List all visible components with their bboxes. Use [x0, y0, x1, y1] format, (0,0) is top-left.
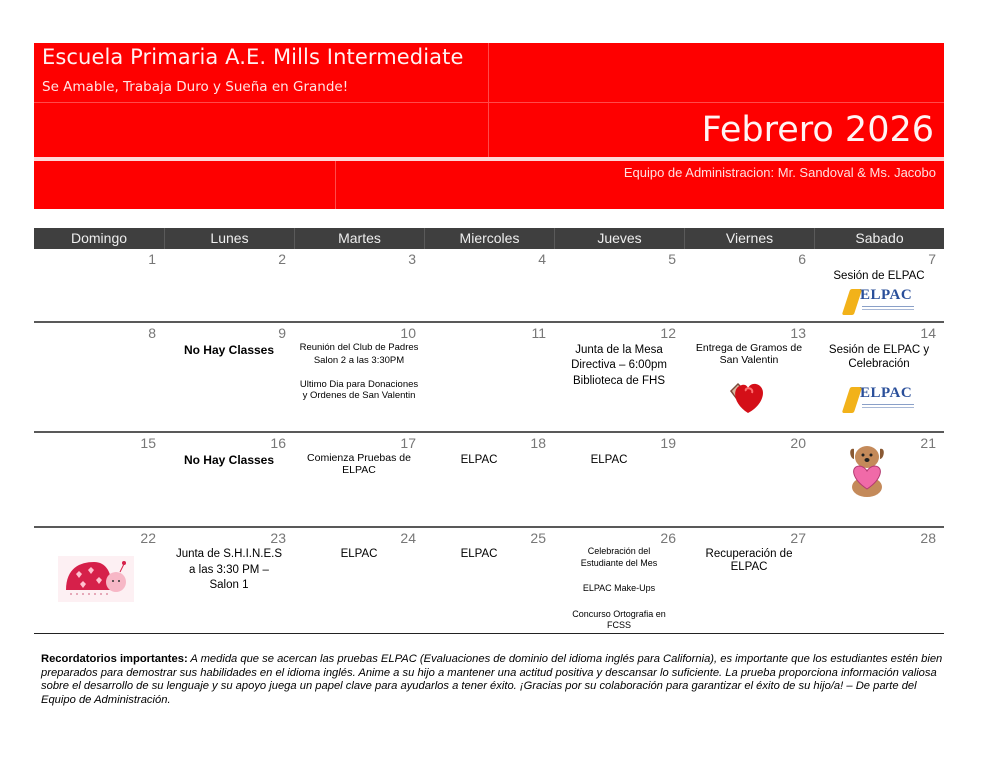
reminder-label: Recordatorios importantes: — [41, 653, 188, 665]
event-text: Comienza Pruebas de — [307, 452, 411, 464]
event-text: Celebración del — [587, 546, 651, 556]
day-cell — [684, 323, 814, 431]
day-number: 17 — [400, 435, 416, 451]
event-text: Celebración — [848, 358, 910, 370]
elpac-logo-text: ELPAC — [860, 287, 913, 303]
event-text: Sesión de ELPAC y — [828, 344, 930, 356]
calendar-grid — [34, 228, 944, 634]
header-divider — [335, 161, 336, 209]
day-cell — [814, 323, 944, 431]
day-number: 6 — [798, 251, 806, 267]
reminder-text: A medida que se acercan las pruebas ELPAC (Evaluaciones de dominio del idioma inglés para California), es importante que los estudiantes estén bien preparados para demostrar sus habilidades en el idioma inglés. Anime a su hijo a mantener una actitud positiva y descansar lo suficiente. La prueba proporciona información valiosa sobre el desarrollo de su lenguaje y su apoyo juega un papel clave para ayudarlos a tener éxito. ¡Gracias por su colaboración para garantizar el éxito de su hijo/a! – De parte del Equipo de Administración. — [41, 653, 943, 706]
day-number: 14 — [920, 325, 936, 341]
event-text: FCSS — [606, 620, 631, 630]
day-number: 26 — [660, 530, 676, 546]
weekday-thursday: Jueves — [554, 228, 684, 249]
day-cell — [294, 528, 424, 633]
event-text: ELPAC — [340, 548, 378, 560]
day-number: 7 — [928, 251, 936, 267]
day-number: 23 — [270, 530, 286, 546]
school-name: Escuela Primaria A.E. Mills Intermediate — [42, 45, 464, 69]
elpac-logo-icon — [842, 385, 918, 415]
day-number: 15 — [140, 435, 156, 451]
header-top-band — [34, 43, 944, 157]
day-number: 18 — [530, 435, 546, 451]
event-text: Entrega de Gramos de — [695, 342, 803, 354]
event-text: Junta de S.H.I.N.E.S — [175, 548, 283, 560]
day-cell — [814, 249, 944, 321]
event-text: Junta de la Mesa — [575, 344, 663, 356]
event-text: No Hay Classes — [183, 343, 275, 357]
day-cell — [294, 433, 424, 526]
event-text: San Valentin — [719, 354, 779, 366]
day-cell — [164, 433, 294, 526]
event-text: ELPAC — [730, 561, 768, 573]
event-text: No Hay Classes — [183, 453, 275, 467]
header-divider — [488, 43, 489, 157]
day-number: 22 — [140, 530, 156, 546]
day-number: 2 — [278, 251, 286, 267]
day-cell — [34, 528, 164, 633]
day-cell — [554, 433, 684, 526]
event-text: ELPAC Make-Ups — [582, 583, 656, 593]
event-text: Estudiante del Mes — [580, 558, 658, 568]
event-text: Salon 1 — [209, 579, 249, 591]
day-cell — [684, 433, 814, 526]
school-motto: Se Amable, Trabaja Duro y Sueña en Grande! — [42, 79, 349, 95]
event-text: Directiva – 6:00pm — [571, 359, 667, 371]
elpac-logo-subtitle — [862, 404, 914, 405]
day-number: 9 — [278, 325, 286, 341]
week-row — [34, 528, 944, 634]
day-number: 5 — [668, 251, 676, 267]
event-text: y Ordenes de San Valentin — [302, 390, 416, 401]
calendar-header — [34, 43, 944, 209]
header-divider — [34, 102, 944, 103]
header-bottom-band — [34, 161, 944, 209]
weekday-header-row — [34, 228, 944, 249]
day-number: 11 — [531, 325, 546, 341]
day-number: 21 — [920, 435, 936, 451]
day-cell — [34, 323, 164, 431]
chocolate-heart-box-icon — [724, 377, 772, 415]
event-text: ELPAC — [342, 464, 376, 476]
month-title: Febrero 2026 — [701, 110, 934, 150]
weekday-saturday: Sabado — [814, 228, 944, 249]
day-cell — [34, 433, 164, 526]
weekday-monday: Lunes — [164, 228, 294, 249]
day-cell — [164, 528, 294, 633]
elpac-logo-text: ELPAC — [860, 385, 913, 401]
day-cell — [814, 528, 944, 633]
day-cell — [294, 249, 424, 321]
day-cell — [554, 528, 684, 633]
day-number: 13 — [790, 325, 806, 341]
event-text: Biblioteca de FHS — [572, 375, 666, 387]
day-number: 24 — [400, 530, 416, 546]
day-cell — [554, 323, 684, 431]
day-cell — [294, 323, 424, 431]
day-number: 10 — [400, 325, 416, 341]
day-cell — [164, 323, 294, 431]
puppy-with-heart-icon — [846, 441, 888, 499]
day-cell — [424, 433, 554, 526]
elpac-logo-icon — [842, 287, 918, 317]
day-number: 16 — [270, 435, 286, 451]
day-cell — [684, 249, 814, 321]
week-row — [34, 249, 944, 323]
weekday-sunday: Domingo — [70, 230, 128, 246]
day-number: 3 — [408, 251, 416, 267]
event-text: Reunión del Club de Padres — [299, 342, 419, 353]
event-text: ELPAC — [460, 454, 498, 466]
ladybug-with-hearts-icon — [58, 556, 134, 602]
important-reminders — [41, 653, 946, 707]
day-number: 27 — [790, 530, 806, 546]
event-text: ELPAC — [460, 548, 498, 560]
event-text: Recuperación de — [705, 548, 793, 560]
week-row — [34, 323, 944, 433]
day-number: 20 — [790, 435, 806, 451]
weekday-tuesday: Martes — [294, 228, 424, 249]
week-row — [34, 433, 944, 528]
admin-team: Equipo de Administracion: Mr. Sandoval & Ms. Jacobo — [623, 165, 936, 180]
day-cell — [554, 249, 684, 321]
day-cell — [34, 249, 164, 321]
day-number: 4 — [538, 251, 546, 267]
event-text: Concurso Ortografia en — [572, 609, 666, 619]
day-cell — [684, 528, 814, 633]
day-cell — [424, 528, 554, 633]
weekday-friday: Viernes — [684, 228, 814, 249]
day-cell — [424, 249, 554, 321]
day-number: 19 — [660, 435, 676, 451]
day-cell — [164, 249, 294, 321]
event-text: Ultimo Dia para Donaciones — [299, 379, 419, 390]
day-number: 12 — [660, 325, 676, 341]
event-text: Salon 2 a las 3:30PM — [313, 355, 405, 366]
event-text: ELPAC — [590, 454, 628, 466]
day-number: 8 — [148, 325, 156, 341]
elpac-logo-subtitle — [862, 306, 914, 307]
event-text: a las 3:30 PM – — [189, 564, 269, 576]
day-cell — [814, 433, 944, 526]
day-number: 28 — [920, 530, 936, 546]
event-text: Sesión de ELPAC — [833, 270, 925, 282]
day-number: 1 — [148, 251, 156, 267]
day-number: 25 — [530, 530, 546, 546]
day-cell — [424, 323, 554, 431]
weekday-wednesday: Miercoles — [424, 228, 554, 249]
